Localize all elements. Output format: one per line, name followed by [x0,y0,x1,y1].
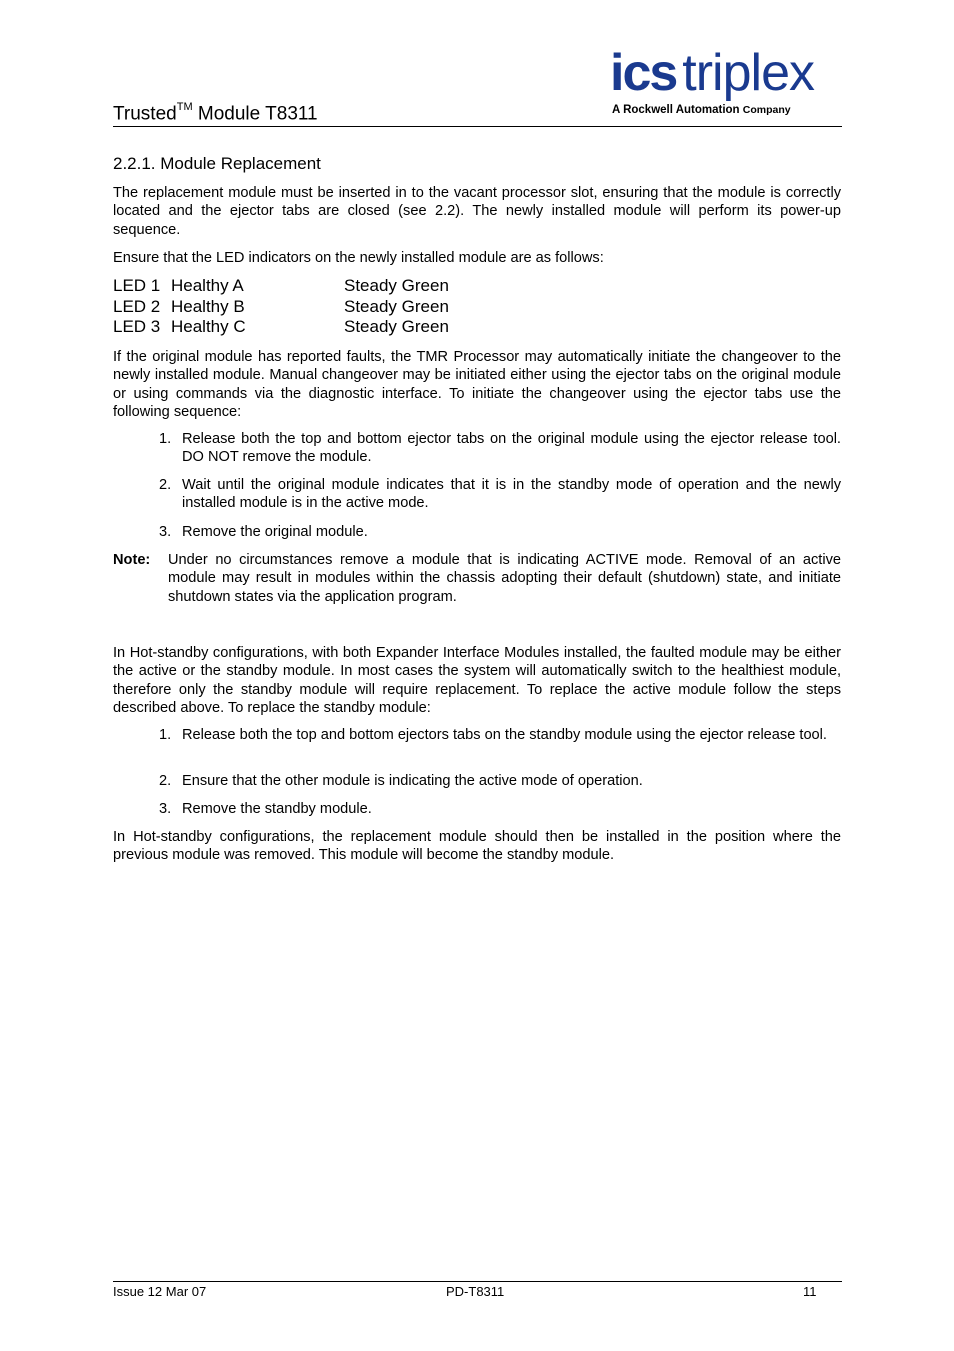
footer-doc-id: PD-T8311 [446,1284,505,1299]
section-heading: 2.2.1. Module Replacement [113,154,321,173]
list-item-number: 2. [159,773,172,789]
list-item-number: 2. [159,477,172,493]
logo-tagline [612,104,791,116]
logo-wordmark [610,44,814,102]
note-label: Note: [113,552,151,568]
note-block [113,551,841,606]
list-item-text: Ensure that the other module is indicating the active mode of operation. [182,773,643,789]
list-item-text: Remove the standby module. [182,801,372,817]
footer-page-number: 11 [803,1284,817,1299]
header-rule [113,126,842,127]
changeover-paragraph: If the original module has reported faults, the TMR Processor may automatically initiate the changeover to the newly installed module. Manual changeover may be initiated either using the ejector tabs on the original module or using commands via the diagnostic interface. To initiate the changeover using the ejector tabs use the following sequence: [113,349,841,420]
led-number: LED 2 [113,297,161,316]
list-item-number: 1. [159,431,172,447]
led-intro-paragraph: Ensure that the LED indicators on the newly installed module are as follows: [113,250,604,266]
logo-tagline-text: A Rockwell Automation [612,104,740,116]
led-number: LED 3 [113,317,161,336]
logo-triplex: triplex [682,44,815,102]
led-status: Steady Green [344,297,449,316]
note-text: Under no circumstances remove a module that is indicating ACTIVE mode. Removal of an active module may result in modules within the chassis adopting their default (shutdown) state, and initiate shutdown states via the application program. [168,552,841,605]
logo-ics: ics [610,44,677,102]
list-item-number: 1. [159,727,172,743]
list-item-number: 3. [159,524,172,540]
intro-paragraph: The replacement module must be inserted in to the vacant processor slot, ensuring that the module is correctly located and the ejector tabs are closed (see 2.2). The newly installed module will perform its power-up sequence. [113,185,841,238]
led-label: Healthy A [171,276,244,295]
list-item [159,800,841,818]
title-prefix: Trusted [113,103,177,125]
led-status: Steady Green [344,317,449,336]
list-item [159,523,841,541]
led-status: Steady Green [344,276,449,295]
list-item-number: 3. [159,801,172,817]
led-number: LED 1 [113,276,161,295]
list-item [159,726,841,744]
list-item [159,476,841,513]
led-label: Healthy C [171,317,246,336]
title-suffix: Module T8311 [192,103,318,125]
list-item [159,430,841,467]
footer-issue: Issue 12 Mar 07 [113,1284,207,1299]
list-item-text: Release both the top and bottom ejectors tabs on the standby module using the ejector release tool. [182,727,827,743]
logo-company: Company [742,104,791,116]
footer-rule [113,1281,842,1282]
trademark-mark: TM [176,101,193,113]
ics-triplex-logo [610,44,845,120]
closing-paragraph: In Hot-standby configurations, the replacement module should then be installed in the position where the previous module was removed. This module will become the standby module. [113,829,841,864]
list-item-text: Remove the original module. [182,524,368,540]
hot-standby-paragraph: In Hot-standby configurations, with both Expander Interface Modules installed, the faulted module may be either the active or the standby module. In most cases the system will automatically switch to the healthiest module, therefore only the standby module will require replacement. To replace the active module follow the steps described above. To replace the standby module: [113,645,841,716]
list-item-text: Release both the top and bottom ejector tabs on the original module using the ejector release tool. DO NOT remove the module. [182,431,841,466]
led-label: Healthy B [171,297,245,316]
document-title [113,97,318,126]
list-item-text: Wait until the original module indicates that it is in the standby mode of operation and the newly installed module is in the active mode. [182,477,841,512]
list-item [159,772,841,790]
